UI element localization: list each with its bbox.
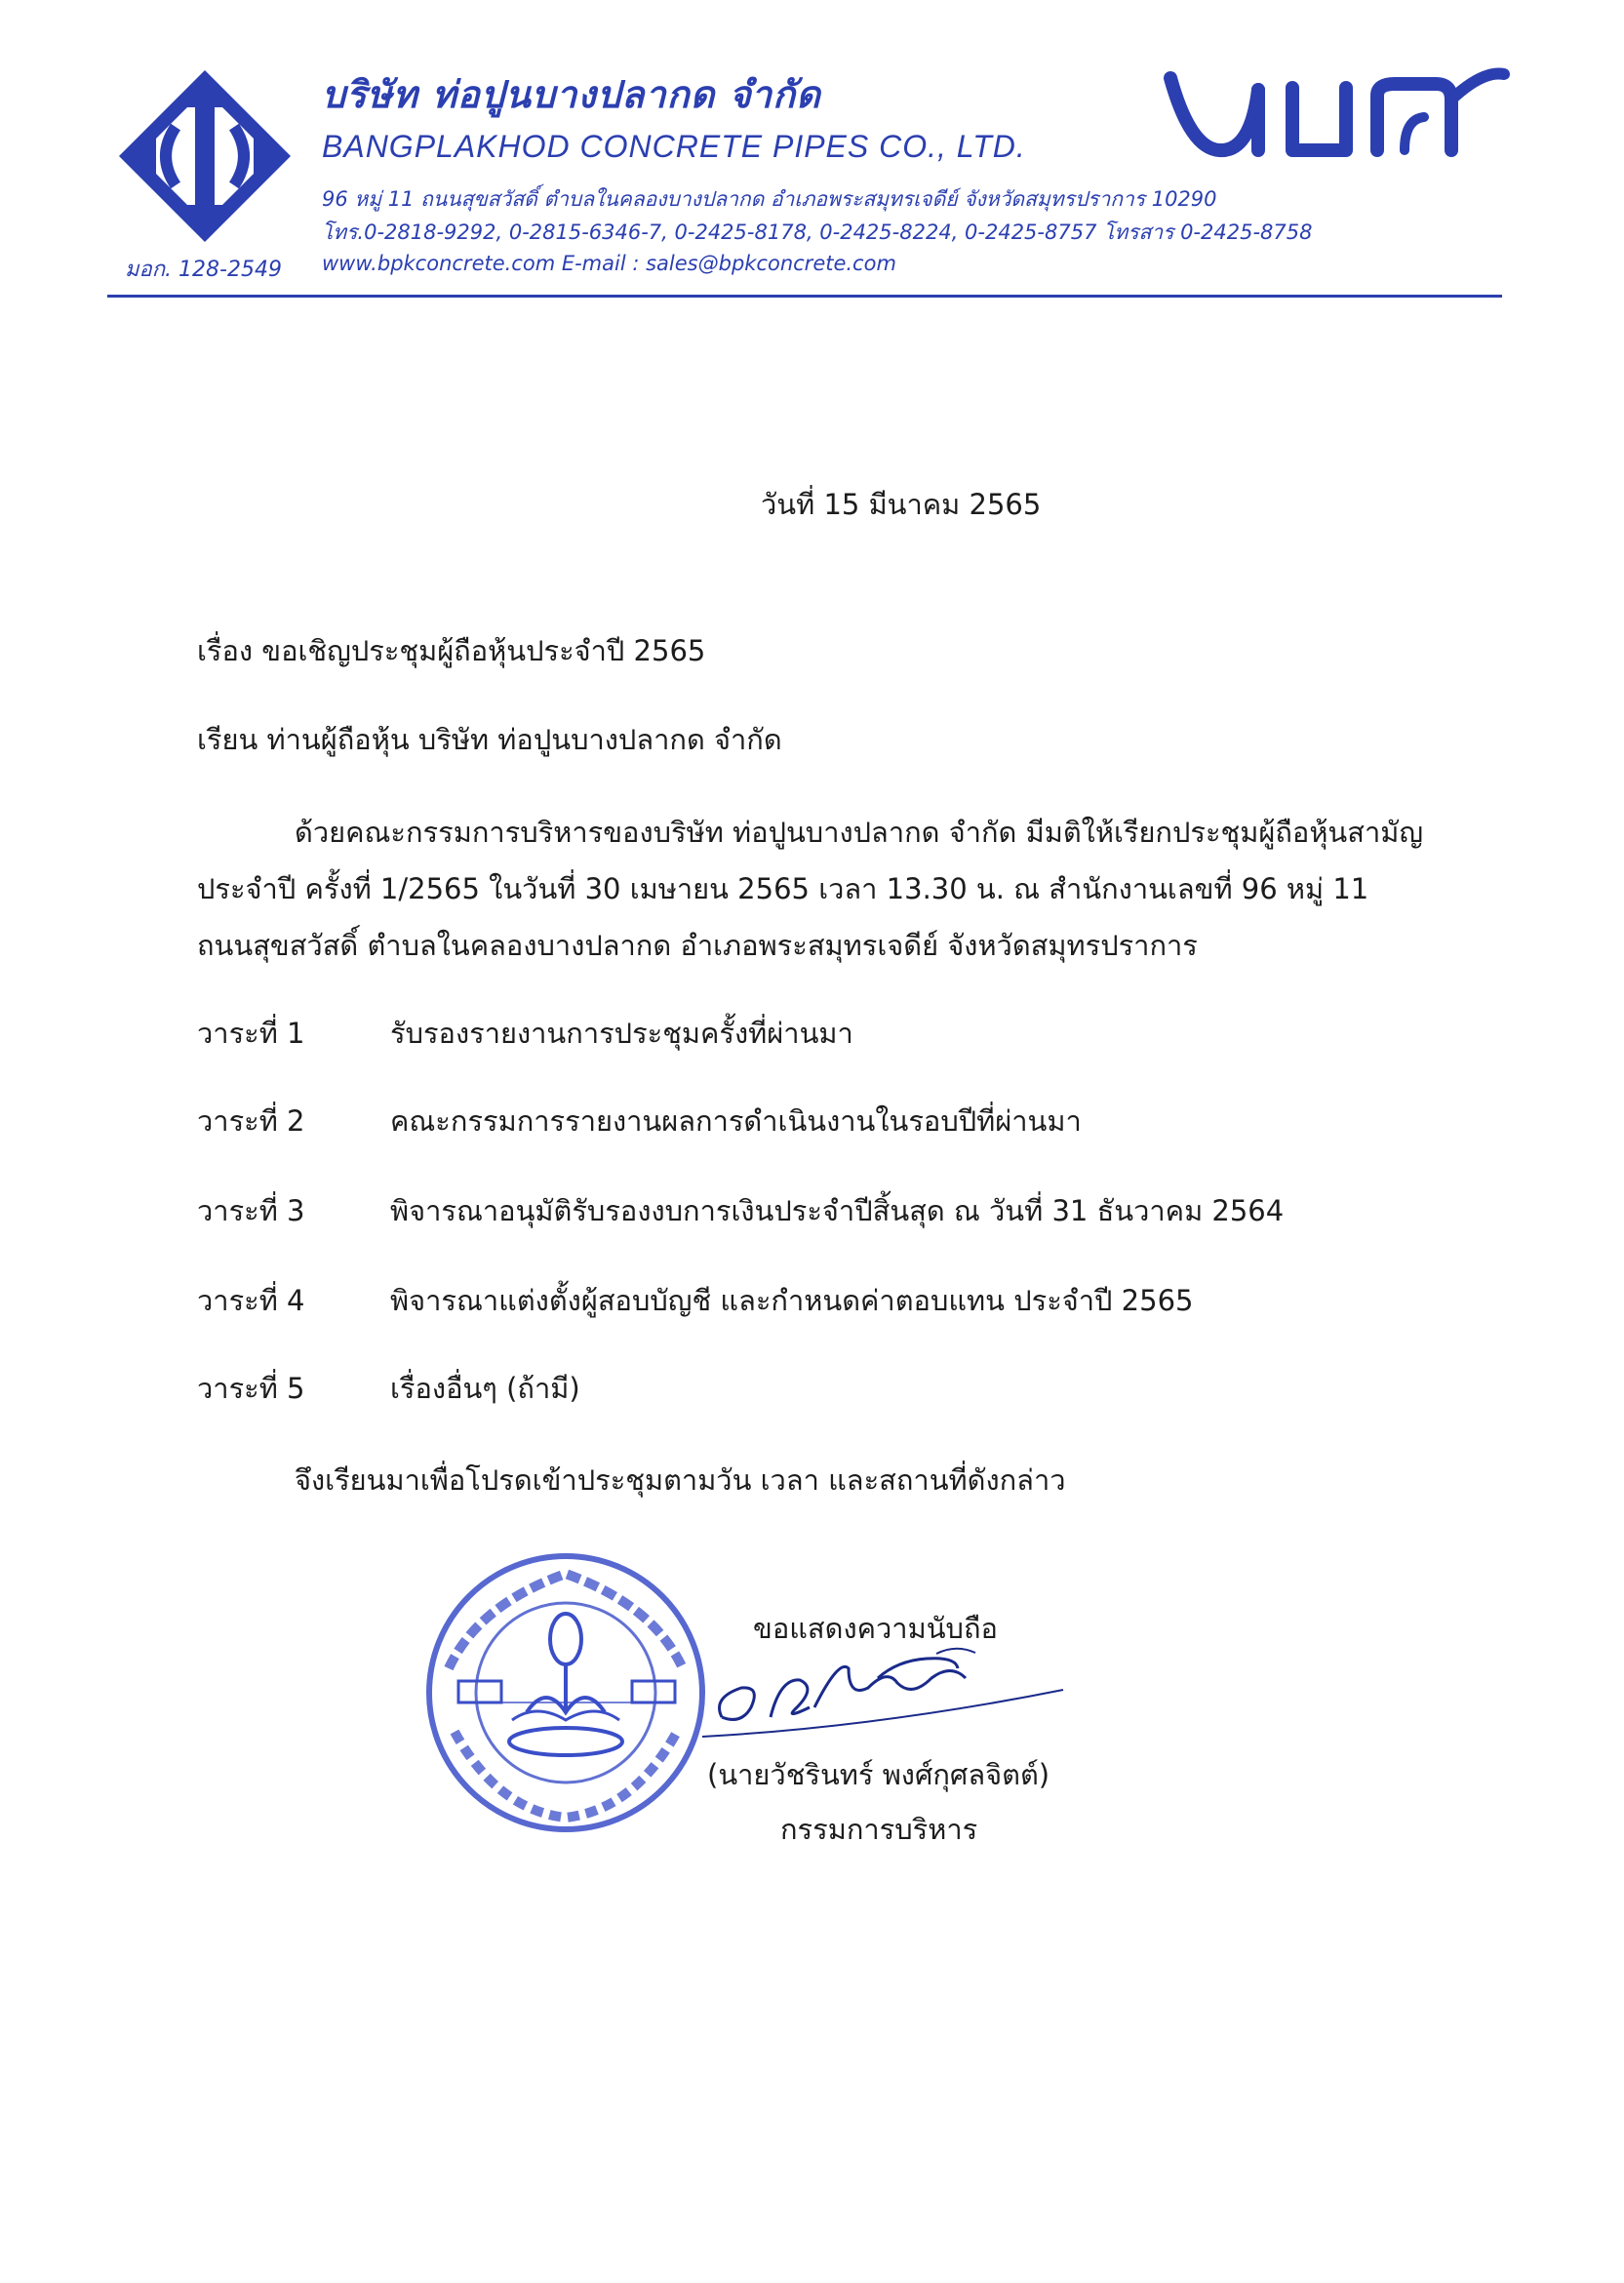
letter-closing: จึงเรียนมาเพื่อโปรดเข้าประชุมตามวัน เวลา และสถานที่ดังกล่าว: [295, 1463, 1066, 1497]
company-name-thai: บริษัท ท่อปูนบางปลากด จำกัด: [322, 73, 821, 116]
company-name-english: BANGPLAKHOD CONCRETE PIPES CO., LTD.: [322, 129, 1026, 164]
agenda-number: วาระที่ 3: [197, 1194, 305, 1227]
company-web-email: www.bpkconcrete.com E-mail : sales@bpkconcrete.com: [322, 252, 896, 275]
agenda-number: วาระที่ 4: [197, 1284, 305, 1317]
agenda-item: พิจารณาแต่งตั้งผู้สอบบัญชี และกำหนดค่าตอบแทน ประจำปี 2565: [390, 1284, 1194, 1317]
agenda-item: พิจารณาอนุมัติรับรองงบการเงินประจำปีสิ้นสุด ณ วันที่ 31 ธันวาคม 2564: [390, 1194, 1285, 1227]
letter-date: วันที่ 15 มีนาคม 2565: [761, 488, 1042, 521]
company-phone: โทร.0-2818-9292, 0-2815-6346-7, 0-2425-8178, 0-2425-8224, 0-2425-8757 โทรสาร 0-2425-8758: [322, 220, 1313, 244]
letter-salutation: เรียน ท่านผู้ถือหุ้น บริษัท ท่อปูนบางปลากด จำกัด: [197, 723, 782, 756]
agenda-number: วาระที่ 2: [197, 1104, 305, 1138]
signer-name: (นายวัชรินทร์ พงศ์กุศลจิตต์): [707, 1758, 1050, 1791]
agenda-item: รับรองรายงานการประชุมครั้งที่ผ่านมา: [390, 1017, 853, 1050]
agenda-item: คณะกรรมการรายงานผลการดำเนินงานในรอบปีที่ผ่านมา: [390, 1104, 1082, 1138]
agenda-item: เรื่องอื่นๆ (ถ้ามี): [390, 1372, 580, 1405]
industrial-standard: มอก. 128-2549: [125, 258, 282, 282]
brand-mark-logo: [1161, 60, 1512, 168]
body-line: ด้วยคณะกรรมการบริหารของบริษัท ท่อปูนบางปลากด จำกัด มีมติให้เรียกประชุมผู้ถือหุ้นสามัญ: [295, 816, 1424, 849]
letterhead-divider: [107, 295, 1502, 298]
agenda-number: วาระที่ 5: [197, 1372, 305, 1405]
company-seal-stamp: [419, 1546, 712, 1839]
signer-signature: [702, 1639, 1073, 1746]
letter-subject: เรื่อง ขอเชิญประชุมผู้ถือหุ้นประจำปี 2565: [197, 634, 706, 667]
company-logo-icon: [117, 68, 293, 244]
signer-title: กรรมการบริหาร: [780, 1813, 978, 1846]
respect-closing: ขอแสดงความนับถือ: [753, 1612, 998, 1645]
agenda-number: วาระที่ 1: [197, 1017, 305, 1050]
company-address: 96 หมู่ 11 ถนนสุขสวัสดิ์ ตำบลในคลองบางปลากด อำเภอพระสมุทรเจดีย์ จังหวัดสมุทรปราการ 10290: [322, 187, 1217, 211]
body-line: ประจำปี ครั้งที่ 1/2565 ในวันที่ 30 เมษายน 2565 เวลา 13.30 น. ณ สำนักงานเลขที่ 96 หมู่ 11: [197, 872, 1369, 905]
body-line: ถนนสุขสวัสดิ์ ตำบลในคลองบางปลากด อำเภอพระสมุทรเจดีย์ จังหวัดสมุทรปราการ: [197, 929, 1198, 962]
